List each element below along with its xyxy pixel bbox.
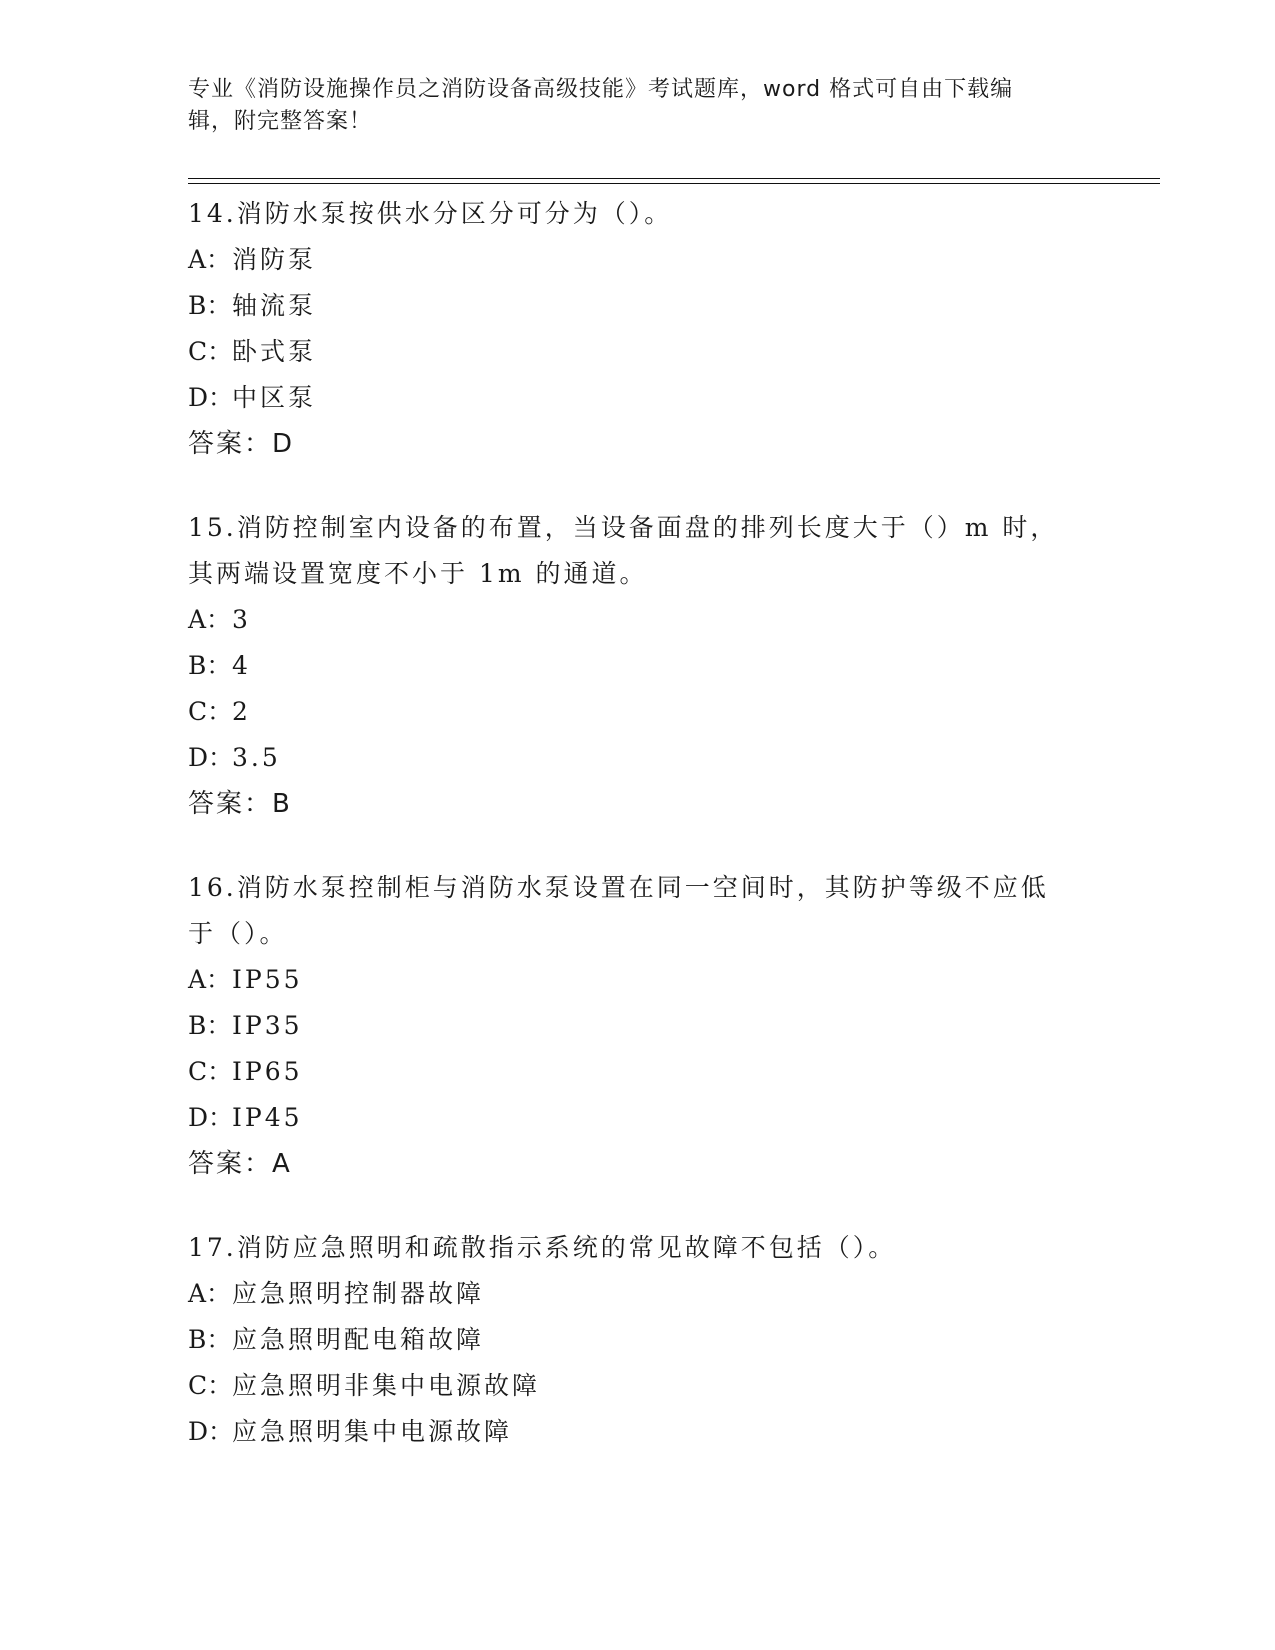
question-17 (188, 1225, 1088, 1455)
question-stem-line: 于（）。 (188, 919, 288, 948)
option-text: 2 (232, 697, 251, 726)
answer-label: 答案：A (188, 1149, 292, 1179)
option-letter: A： (188, 965, 232, 994)
option-item (188, 1317, 1088, 1363)
option-letter: A： (188, 1279, 232, 1308)
option-text: 卧式泵 (232, 337, 317, 366)
option-letter: C： (188, 1057, 233, 1086)
option-text: 轴流泵 (232, 291, 317, 320)
header-line-1: 专业《消防设施操作员之消防设备高级技能》考试题库，word 格式可自由下载编 (188, 77, 1014, 102)
question-14 (188, 191, 1088, 467)
option-text: IP45 (232, 1103, 303, 1132)
option-text: IP35 (232, 1011, 303, 1040)
option-letter: B： (188, 1011, 232, 1040)
question-stem-line: 16.消防水泵控制柜与消防水泵设置在同一空间时，其防护等级不应低 (188, 873, 1049, 902)
option-item (188, 283, 1088, 329)
option-letter: C： (188, 1371, 233, 1400)
question-list (188, 191, 1088, 1493)
answer-label: 答案：D (188, 429, 295, 459)
option-item (188, 1363, 1088, 1409)
option-item (188, 1095, 1088, 1141)
option-text: 3.5 (232, 743, 281, 772)
option-item (188, 1049, 1088, 1095)
option-item (188, 375, 1088, 421)
option-item (188, 597, 1088, 643)
option-text: IP55 (232, 965, 303, 994)
option-text: 3 (232, 605, 251, 634)
option-text: 中区泵 (232, 383, 317, 412)
option-letter: D： (188, 383, 234, 412)
option-item (188, 643, 1088, 689)
option-letter: C： (188, 337, 233, 366)
document-header (188, 74, 1068, 138)
option-letter: A： (188, 605, 232, 634)
option-text: 应急照明配电箱故障 (232, 1325, 485, 1354)
option-text: 消防泵 (232, 245, 317, 274)
option-letter: D： (188, 743, 234, 772)
answer-label: 答案：B (188, 789, 292, 819)
option-item (188, 735, 1088, 781)
question-15 (188, 505, 1088, 827)
option-text: 应急照明非集中电源故障 (232, 1371, 541, 1400)
header-line-2: 辑，附完整答案！ (188, 109, 373, 134)
option-text: 4 (232, 651, 251, 680)
option-text: IP65 (232, 1057, 303, 1086)
option-item (188, 329, 1088, 375)
header-divider-bottom (188, 183, 1160, 184)
question-stem-line: 14.消防水泵按供水分区分可分为（）。 (188, 199, 673, 228)
option-item (188, 689, 1088, 735)
option-item (188, 1409, 1088, 1455)
option-item (188, 237, 1088, 283)
option-item (188, 1003, 1088, 1049)
option-letter: B： (188, 1325, 232, 1354)
question-stem-line: 17.消防应急照明和疏散指示系统的常见故障不包括（）。 (188, 1233, 897, 1262)
option-item (188, 957, 1088, 1003)
option-text: 应急照明集中电源故障 (232, 1417, 513, 1446)
option-letter: C： (188, 697, 233, 726)
option-letter: D： (188, 1417, 234, 1446)
option-letter: B： (188, 651, 232, 680)
option-text: 应急照明控制器故障 (232, 1279, 485, 1308)
header-divider-top (188, 178, 1160, 179)
question-16 (188, 865, 1088, 1187)
option-letter: B： (188, 291, 232, 320)
question-stem-line: 15.消防控制室内设备的布置，当设备面盘的排列长度大于（）m 时， (188, 513, 1059, 542)
option-letter: D： (188, 1103, 234, 1132)
question-stem-line: 其两端设置宽度不小于 1m 的通道。 (188, 559, 648, 588)
option-item (188, 1271, 1088, 1317)
option-letter: A： (188, 245, 232, 274)
